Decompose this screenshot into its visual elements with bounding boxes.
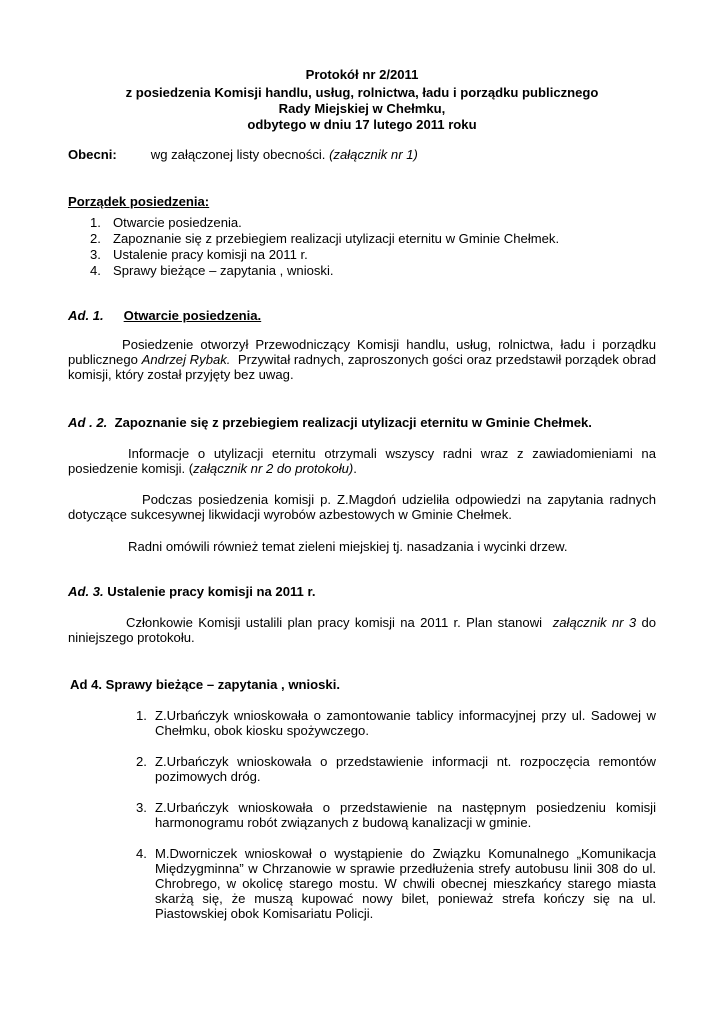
list-number: 2. <box>136 754 147 769</box>
list-number: 2. <box>90 231 101 246</box>
document-subtitle: z posiedzenia Komisji handlu, usług, rolnictwa, ładu i porządku publicznego <box>125 85 599 100</box>
attendance-label: Obecni: <box>68 147 117 162</box>
section-ad1-paragraph: Posiedzenie otworzył Przewodniczący Komisji handlu, usług, rolnictwa, ładu i porządku publicznego Andrzej Rybak. Przywitał radnych, zaproszonych gości oraz przedstawił porządek obrad komisji, który został przyjęty bez uwag. <box>68 337 657 382</box>
council-name: Rady Miejskiej w Chełmku, <box>278 101 446 116</box>
list-text: Otwarcie posiedzenia. <box>113 215 242 230</box>
list-text: Z.Urbańczyk wnioskowała o zamontowanie tablicy informacyjnej przy ul. Sadowej w Chełmku, obok kiosku spożywczego. <box>155 708 656 738</box>
list-number: 4. <box>136 846 147 861</box>
section-label: Ad. 1. <box>68 308 104 323</box>
list-text: Zapoznanie się z przebiegiem realizacji utylizacji eternitu w Gminie Chełmek. <box>113 231 560 246</box>
list-item <box>136 800 656 830</box>
attendance-text: wg załączonej listy obecności. <box>150 147 326 162</box>
section-ad2-paragraph-2: Podczas posiedzenia komisji p. Z.Magdoń udzieliła odpowiedzi na zapytania radnych dotyczące sukcesywnej likwidacji wyrobów azbestowych w Gminie Chełmek. <box>68 492 656 522</box>
list-item <box>136 754 656 784</box>
section-title: Otwarcie posiedzenia. <box>123 308 262 323</box>
list-number: 4. <box>90 263 101 278</box>
section-ad2-paragraph-1: Informacje o utylizacji eternitu otrzymali wszyscy radni wraz z zawiadomieniami na posiedzenie komisji. (załącznik nr 2 do protokołu). <box>68 446 656 476</box>
section-ad2-heading <box>68 415 678 430</box>
section-title: Ustalenie pracy komisji na 2011 r. <box>107 584 316 599</box>
list-item <box>136 708 656 738</box>
list-text: Z.Urbańczyk wnioskowała o przedstawienie informacji nt. rozpoczęcia remontów pozimowych dróg. <box>155 754 656 784</box>
section-label: Ad. 3. <box>68 584 104 599</box>
meeting-date: odbytego w dniu 17 lutego 2011 roku <box>247 117 477 132</box>
list-number: 3. <box>90 247 101 262</box>
section-ad3-heading <box>68 584 668 599</box>
list-number: 3. <box>136 800 147 815</box>
section-ad3-paragraph: Członkowie Komisji ustalili plan pracy komisji na 2011 r. Plan stanowi załącznik nr 3 do niniejszego protokołu. <box>68 615 657 645</box>
document-title: Protokół nr 2/2011 <box>305 67 419 82</box>
attendance <box>68 147 668 162</box>
section-ad1-heading <box>68 308 668 323</box>
section-ad4-heading: Ad 4. Sprawy bieżące – zapytania , wnioski. <box>70 677 340 692</box>
agenda-list <box>90 215 670 279</box>
list-text: Ustalenie pracy komisji na 2011 r. <box>113 247 308 262</box>
list-number: 1. <box>136 708 147 723</box>
list-text: M.Dworniczek wnioskował o wystąpienie do Związku Komunalnego „Komunikacja Międzygminna” w Chrzanowie w sprawie przedłużenia strefy autobusu linii 308 do ul. Chrobrego, w okolicę starego mostu. W chwili obecnej mieszkańcy starego miasta skarżą się, że muszą kupować nowy bilet, ponieważ strefa kończy się na ul. Piastowskiej obok Komisariatu Policji. <box>155 846 656 921</box>
section-label: Ad . 2. <box>68 415 108 430</box>
list-number: 1. <box>90 215 101 230</box>
list-text: Z.Urbańczyk wnioskowała o przedstawienie na następnym posiedzeniu komisji harmonogramu robót związanych z budową kanalizacji w gminie. <box>155 800 656 830</box>
list-item <box>136 846 656 921</box>
attendance-note: (załącznik nr 1) <box>329 147 418 162</box>
section-ad2-paragraph-3: Radni omówili również temat zieleni miejskiej tj. nasadzania i wycinki drzew. <box>128 539 568 554</box>
agenda-title: Porządek posiedzenia: <box>68 194 210 209</box>
list-text: Sprawy bieżące – zapytania , wnioski. <box>113 263 334 278</box>
section-title: Zapoznanie się z przebiegiem realizacji utylizacji eternitu w Gminie Chełmek. <box>114 415 592 430</box>
